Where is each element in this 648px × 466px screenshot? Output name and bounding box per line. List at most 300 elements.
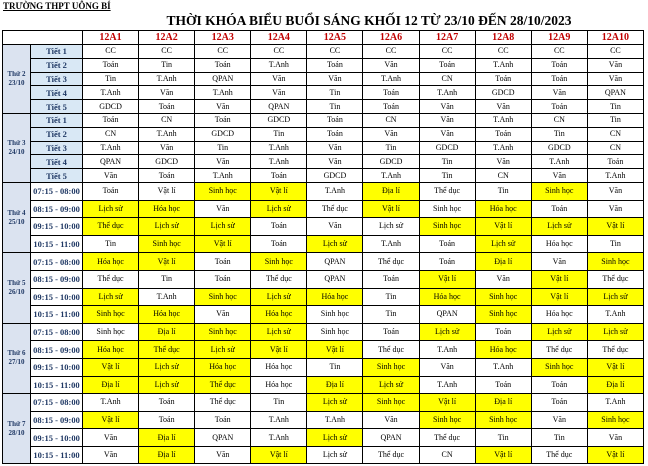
subject-cell: Vật lí	[307, 341, 363, 359]
table-row	[3, 394, 644, 412]
subject-cell: GDCD	[251, 113, 307, 127]
table-row	[3, 376, 644, 394]
subject-cell: CN	[83, 127, 139, 141]
header-corner	[3, 31, 83, 45]
subject-cell: Toán	[139, 169, 195, 183]
subject-cell: Vật lí	[251, 182, 307, 200]
subject-cell: Lịch sử	[195, 218, 251, 236]
subject-cell: CC	[83, 45, 139, 59]
subject-cell: Sinh học	[195, 323, 251, 341]
subject-cell: CN	[475, 169, 531, 183]
subject-cell: Vật lí	[139, 182, 195, 200]
subject-cell: Thể dục	[139, 341, 195, 359]
subject-cell: QPAN	[307, 270, 363, 288]
subject-cell: Tin	[83, 72, 139, 86]
subject-cell: Sinh học	[587, 411, 643, 429]
subject-cell: Sinh học	[531, 358, 587, 376]
subject-cell: Sinh học	[251, 253, 307, 271]
subject-cell: T.Anh	[475, 58, 531, 72]
table-row	[3, 323, 644, 341]
subject-cell: QPAN	[83, 155, 139, 169]
subject-cell: Sinh học	[307, 323, 363, 341]
subject-cell: Tin	[531, 429, 587, 447]
subject-cell: Văn	[83, 169, 139, 183]
subject-cell: Toán	[587, 155, 643, 169]
subject-cell: Văn	[531, 411, 587, 429]
school-name: TRƯỜNG THPT UÔNG BÍ	[3, 1, 111, 11]
subject-cell: Vật lí	[531, 288, 587, 306]
period-label: 09:15 - 10:00	[31, 429, 83, 447]
subject-cell: QPAN	[587, 86, 643, 100]
subject-cell: Sinh học	[419, 218, 475, 236]
subject-cell: Vật lí	[139, 253, 195, 271]
subject-cell: Tin	[251, 394, 307, 412]
period-label: 10:15 - 11:00	[31, 376, 83, 394]
subject-cell: Lịch sử	[139, 358, 195, 376]
subject-cell: Thể dục	[587, 341, 643, 359]
subject-cell: Hóa học	[475, 200, 531, 218]
subject-cell: Toán	[419, 58, 475, 72]
subject-cell: Vật lí	[587, 218, 643, 236]
subject-cell: Văn	[531, 253, 587, 271]
subject-cell: T.Anh	[363, 169, 419, 183]
subject-cell: Thể dục	[251, 270, 307, 288]
subject-cell: Toán	[475, 376, 531, 394]
subject-cell: Vật lí	[419, 270, 475, 288]
subject-cell: CN	[363, 113, 419, 127]
subject-cell: Văn	[195, 446, 251, 464]
period-label: Tiết 4	[31, 155, 83, 169]
subject-cell: Văn	[475, 155, 531, 169]
subject-cell: Toán	[139, 394, 195, 412]
period-label: 07:15 - 08:00	[31, 182, 83, 200]
day-name: Thứ 5	[7, 279, 26, 288]
subject-cell: Sinh học	[363, 358, 419, 376]
subject-cell: CC	[195, 45, 251, 59]
subject-cell: Toán	[307, 127, 363, 141]
class-header: 12A9	[531, 31, 587, 45]
subject-cell: GDCD	[475, 86, 531, 100]
subject-cell: Sinh học	[83, 323, 139, 341]
subject-cell: Hóa học	[83, 253, 139, 271]
period-label: 10:15 - 11:00	[31, 306, 83, 324]
subject-cell: Vật lí	[363, 200, 419, 218]
subject-cell: CN	[587, 127, 643, 141]
day-name: Thứ 7	[7, 419, 26, 428]
subject-cell: Vật lí	[195, 235, 251, 253]
table-row	[3, 113, 644, 127]
period-label: Tiết 5	[31, 100, 83, 114]
class-header: 12A1	[83, 31, 139, 45]
subject-cell: CN	[419, 72, 475, 86]
subject-cell: T.Anh	[475, 113, 531, 127]
table-row	[3, 155, 644, 169]
table-row	[3, 127, 644, 141]
subject-cell: Địa lí	[587, 376, 643, 394]
table-row	[3, 253, 644, 271]
subject-cell: Tin	[419, 155, 475, 169]
subject-cell: Vật lí	[587, 358, 643, 376]
day-name: Thứ 2	[7, 69, 26, 78]
subject-cell: Sinh học	[419, 200, 475, 218]
subject-cell: Toán	[363, 86, 419, 100]
subject-cell: Văn	[83, 446, 139, 464]
day-date: 28/10	[8, 428, 25, 437]
subject-cell: Tin	[363, 141, 419, 155]
subject-cell: Thể dục	[195, 376, 251, 394]
subject-cell: Hóa học	[251, 358, 307, 376]
subject-cell: Văn	[195, 306, 251, 324]
table-row	[3, 182, 644, 200]
subject-cell: Văn	[419, 127, 475, 141]
subject-cell: Tin	[475, 182, 531, 200]
subject-cell: Toán	[139, 100, 195, 114]
period-label: Tiết 4	[31, 86, 83, 100]
timetable	[2, 30, 644, 464]
subject-cell: Hóa học	[251, 376, 307, 394]
subject-cell: Địa lí	[83, 376, 139, 394]
table-row	[3, 341, 644, 359]
subject-cell: Sinh học	[195, 288, 251, 306]
subject-cell: Vật lí	[419, 394, 475, 412]
subject-cell: Toán	[475, 72, 531, 86]
header-row	[3, 31, 644, 45]
period-label: Tiết 3	[31, 72, 83, 86]
period-label: 07:15 - 08:00	[31, 253, 83, 271]
subject-cell: Lịch sử	[251, 200, 307, 218]
subject-cell: Thể dục	[587, 270, 643, 288]
subject-cell: Sinh học	[531, 182, 587, 200]
subject-cell: T.Anh	[139, 72, 195, 86]
subject-cell: T.Anh	[83, 141, 139, 155]
subject-cell: Lịch sử	[83, 288, 139, 306]
class-header: 12A5	[307, 31, 363, 45]
subject-cell: Toán	[531, 58, 587, 72]
subject-cell: Văn	[363, 58, 419, 72]
class-header: 12A8	[475, 31, 531, 45]
subject-cell: Địa lí	[139, 446, 195, 464]
table-row	[3, 358, 644, 376]
period-label: 08:15 - 09:00	[31, 200, 83, 218]
subject-cell: CC	[587, 45, 643, 59]
subject-cell: Toán	[195, 58, 251, 72]
subject-cell: Lịch sử	[475, 235, 531, 253]
subject-cell: Toán	[531, 72, 587, 86]
subject-cell: Văn	[587, 200, 643, 218]
subject-cell: T.Anh	[251, 411, 307, 429]
table-row	[3, 200, 644, 218]
subject-cell: T.Anh	[531, 155, 587, 169]
subject-cell: Văn	[531, 169, 587, 183]
day-label	[3, 45, 31, 114]
period-label: 10:15 - 11:00	[31, 235, 83, 253]
subject-cell: CC	[419, 45, 475, 59]
subject-cell: Thể dục	[307, 200, 363, 218]
subject-cell: GDCD	[139, 155, 195, 169]
table-row	[3, 235, 644, 253]
subject-cell: CN	[139, 113, 195, 127]
subject-cell: Toán	[307, 113, 363, 127]
subject-cell: GDCD	[195, 127, 251, 141]
subject-cell: Toán	[83, 58, 139, 72]
subject-cell: Địa lí	[307, 376, 363, 394]
subject-cell: Lịch sử	[139, 376, 195, 394]
subject-cell: Văn	[587, 58, 643, 72]
subject-cell: Lịch sử	[139, 218, 195, 236]
subject-cell: Lịch sử	[531, 323, 587, 341]
table-row	[3, 270, 644, 288]
subject-cell: Toán	[363, 270, 419, 288]
subject-cell: Lịch sử	[83, 200, 139, 218]
subject-cell: T.Anh	[363, 72, 419, 86]
subject-cell: Tin	[139, 270, 195, 288]
subject-cell: Văn	[307, 218, 363, 236]
subject-cell: Tin	[363, 288, 419, 306]
subject-cell: Thể dục	[531, 341, 587, 359]
day-label	[3, 182, 31, 252]
day-name: Thứ 4	[7, 208, 26, 217]
subject-cell: Văn	[475, 270, 531, 288]
subject-cell: Hóa học	[139, 306, 195, 324]
subject-cell: Vật lí	[83, 411, 139, 429]
subject-cell: Tin	[363, 306, 419, 324]
subject-cell: Sinh học	[475, 288, 531, 306]
table-row	[3, 100, 644, 114]
day-label	[3, 253, 31, 323]
subject-cell: Toán	[419, 235, 475, 253]
subject-cell: Địa lí	[475, 253, 531, 271]
table-row	[3, 411, 644, 429]
subject-cell: Toán	[531, 394, 587, 412]
period-label: Tiết 1	[31, 45, 83, 59]
subject-cell: QPAN	[251, 100, 307, 114]
subject-cell: Văn	[307, 155, 363, 169]
subject-cell: Sinh học	[475, 411, 531, 429]
subject-cell: T.Anh	[419, 376, 475, 394]
subject-cell: Lịch sử	[307, 446, 363, 464]
subject-cell: Tin	[587, 235, 643, 253]
class-header: 12A7	[419, 31, 475, 45]
subject-cell: Lịch sử	[307, 429, 363, 447]
subject-cell: Địa lí	[363, 182, 419, 200]
subject-cell: Lịch sử	[587, 323, 643, 341]
class-header: 12A6	[363, 31, 419, 45]
subject-cell: Tin	[251, 127, 307, 141]
subject-cell: Hóa học	[195, 358, 251, 376]
subject-cell: Văn	[251, 86, 307, 100]
subject-cell: Văn	[307, 141, 363, 155]
subject-cell: Tin	[475, 429, 531, 447]
subject-cell: Thể dục	[363, 446, 419, 464]
subject-cell: Vật lí	[531, 270, 587, 288]
subject-cell: Vật lí	[587, 446, 643, 464]
subject-cell: T.Anh	[475, 358, 531, 376]
subject-cell: GDCD	[419, 141, 475, 155]
subject-cell: T.Anh	[587, 169, 643, 183]
subject-cell: Thể dục	[83, 218, 139, 236]
subject-cell: Tin	[139, 58, 195, 72]
subject-cell: Địa lí	[139, 429, 195, 447]
subject-cell: T.Anh	[251, 155, 307, 169]
subject-cell: CC	[475, 45, 531, 59]
subject-cell: Vật lí	[83, 358, 139, 376]
subject-cell: Văn	[307, 72, 363, 86]
period-label: Tiết 3	[31, 141, 83, 155]
subject-cell: Tin	[307, 100, 363, 114]
day-date: 26/10	[8, 288, 25, 297]
subject-cell: QPAN	[363, 429, 419, 447]
subject-cell: Vật lí	[475, 446, 531, 464]
period-label: 09:15 - 10:00	[31, 288, 83, 306]
subject-cell: Tin	[587, 100, 643, 114]
subject-cell: Hóa học	[251, 306, 307, 324]
subject-cell: T.Anh	[419, 341, 475, 359]
subject-cell: CC	[139, 45, 195, 59]
subject-cell: T.Anh	[251, 429, 307, 447]
subject-cell: QPAN	[195, 429, 251, 447]
subject-cell: Toán	[251, 169, 307, 183]
subject-cell: Sinh học	[139, 235, 195, 253]
subject-cell: GDCD	[307, 169, 363, 183]
period-label: 08:15 - 09:00	[31, 411, 83, 429]
subject-cell: Lịch sử	[307, 235, 363, 253]
period-label: 10:15 - 11:00	[31, 446, 83, 464]
subject-cell: T.Anh	[83, 394, 139, 412]
subject-cell: GDCD	[531, 141, 587, 155]
period-label: 07:15 - 08:00	[31, 394, 83, 412]
day-date: 23/10	[8, 78, 25, 87]
subject-cell: Toán	[307, 58, 363, 72]
period-label: Tiết 2	[31, 127, 83, 141]
subject-cell: Toán	[475, 127, 531, 141]
subject-cell: Toán	[195, 253, 251, 271]
subject-cell: T.Anh	[587, 394, 643, 412]
subject-cell: Văn	[419, 100, 475, 114]
period-label: 09:15 - 10:00	[31, 218, 83, 236]
subject-cell: CC	[531, 45, 587, 59]
subject-cell: Văn	[83, 429, 139, 447]
subject-cell: Tin	[307, 86, 363, 100]
subject-cell: Văn	[587, 429, 643, 447]
table-row	[3, 86, 644, 100]
subject-cell: QPAN	[307, 253, 363, 271]
day-name: Thứ 6	[7, 349, 26, 358]
subject-cell: Sinh học	[475, 306, 531, 324]
subject-cell: Văn	[587, 182, 643, 200]
table-row	[3, 429, 644, 447]
class-header: 12A3	[195, 31, 251, 45]
subject-cell: CC	[251, 45, 307, 59]
class-header: 12A10	[587, 31, 643, 45]
subject-cell: Vật lí	[251, 446, 307, 464]
period-label: 07:15 - 08:00	[31, 323, 83, 341]
day-label	[3, 113, 31, 182]
subject-cell: CC	[307, 45, 363, 59]
subject-cell: Toán	[475, 323, 531, 341]
subject-cell: Lịch sử	[251, 288, 307, 306]
day-date: 25/10	[8, 217, 25, 226]
subject-cell: Toán	[83, 113, 139, 127]
subject-cell: Văn	[363, 411, 419, 429]
subject-cell: Toán	[195, 113, 251, 127]
subject-cell: Toán	[139, 411, 195, 429]
subject-cell: Văn	[475, 100, 531, 114]
subject-cell: T.Anh	[587, 306, 643, 324]
subject-cell: GDCD	[363, 155, 419, 169]
subject-cell: Hóa học	[475, 341, 531, 359]
table-row	[3, 446, 644, 464]
subject-cell: Toán	[251, 218, 307, 236]
day-date: 27/10	[8, 358, 25, 367]
table-row	[3, 72, 644, 86]
subject-cell: Lịch sử	[195, 341, 251, 359]
page-title: THỜI KHÓA BIỂU BUỔI SÁNG KHỐI 12 TỪ 23/10 ĐẾN 28/10/2023	[166, 13, 572, 28]
subject-cell: T.Anh	[475, 141, 531, 155]
subject-cell: Hóa học	[307, 288, 363, 306]
subject-cell: Thể dục	[419, 429, 475, 447]
subject-cell: GDCD	[83, 100, 139, 114]
subject-cell: Văn	[531, 86, 587, 100]
subject-cell: Tin	[195, 141, 251, 155]
subject-cell: T.Anh	[139, 288, 195, 306]
subject-cell: Toán	[363, 323, 419, 341]
subject-cell: Lịch sử	[419, 323, 475, 341]
subject-cell: T.Anh	[83, 86, 139, 100]
period-label: 08:15 - 09:00	[31, 341, 83, 359]
subject-cell: Thể dục	[195, 394, 251, 412]
subject-cell: Thể dục	[419, 182, 475, 200]
subject-cell: Toán	[531, 100, 587, 114]
subject-cell: Sinh học	[419, 411, 475, 429]
subject-cell: Toán	[195, 411, 251, 429]
subject-cell: Văn	[251, 72, 307, 86]
subject-cell: T.Anh	[307, 411, 363, 429]
subject-cell: Sinh học	[587, 253, 643, 271]
subject-cell: Vật lí	[251, 341, 307, 359]
subject-cell: Lịch sử	[587, 288, 643, 306]
subject-cell: Văn	[195, 155, 251, 169]
table-row	[3, 288, 644, 306]
subject-cell: Hóa học	[83, 341, 139, 359]
subject-cell: Hóa học	[139, 200, 195, 218]
day-label	[3, 394, 31, 464]
table-row	[3, 306, 644, 324]
table-row	[3, 45, 644, 59]
subject-cell: Toán	[83, 182, 139, 200]
subject-cell: CN	[587, 141, 643, 155]
day-date: 24/10	[8, 147, 25, 156]
subject-cell: Thể dục	[363, 341, 419, 359]
subject-cell: Lịch sử	[251, 323, 307, 341]
subject-cell: Văn	[363, 127, 419, 141]
period-label: 08:15 - 09:00	[31, 270, 83, 288]
subject-cell: T.Anh	[139, 127, 195, 141]
class-header: 12A4	[251, 31, 307, 45]
subject-cell: T.Anh	[251, 58, 307, 72]
subject-cell: Thể dục	[83, 270, 139, 288]
table-row	[3, 169, 644, 183]
subject-cell: Toán	[419, 253, 475, 271]
subject-cell: Sinh học	[83, 306, 139, 324]
subject-cell: QPAN	[419, 306, 475, 324]
subject-cell: Văn	[195, 200, 251, 218]
subject-cell: Toán	[531, 200, 587, 218]
subject-cell: T.Anh	[195, 86, 251, 100]
subject-cell: Sinh học	[307, 306, 363, 324]
subject-cell: Lịch sử	[363, 218, 419, 236]
subject-cell: QPAN	[195, 72, 251, 86]
subject-cell: Toán	[195, 270, 251, 288]
